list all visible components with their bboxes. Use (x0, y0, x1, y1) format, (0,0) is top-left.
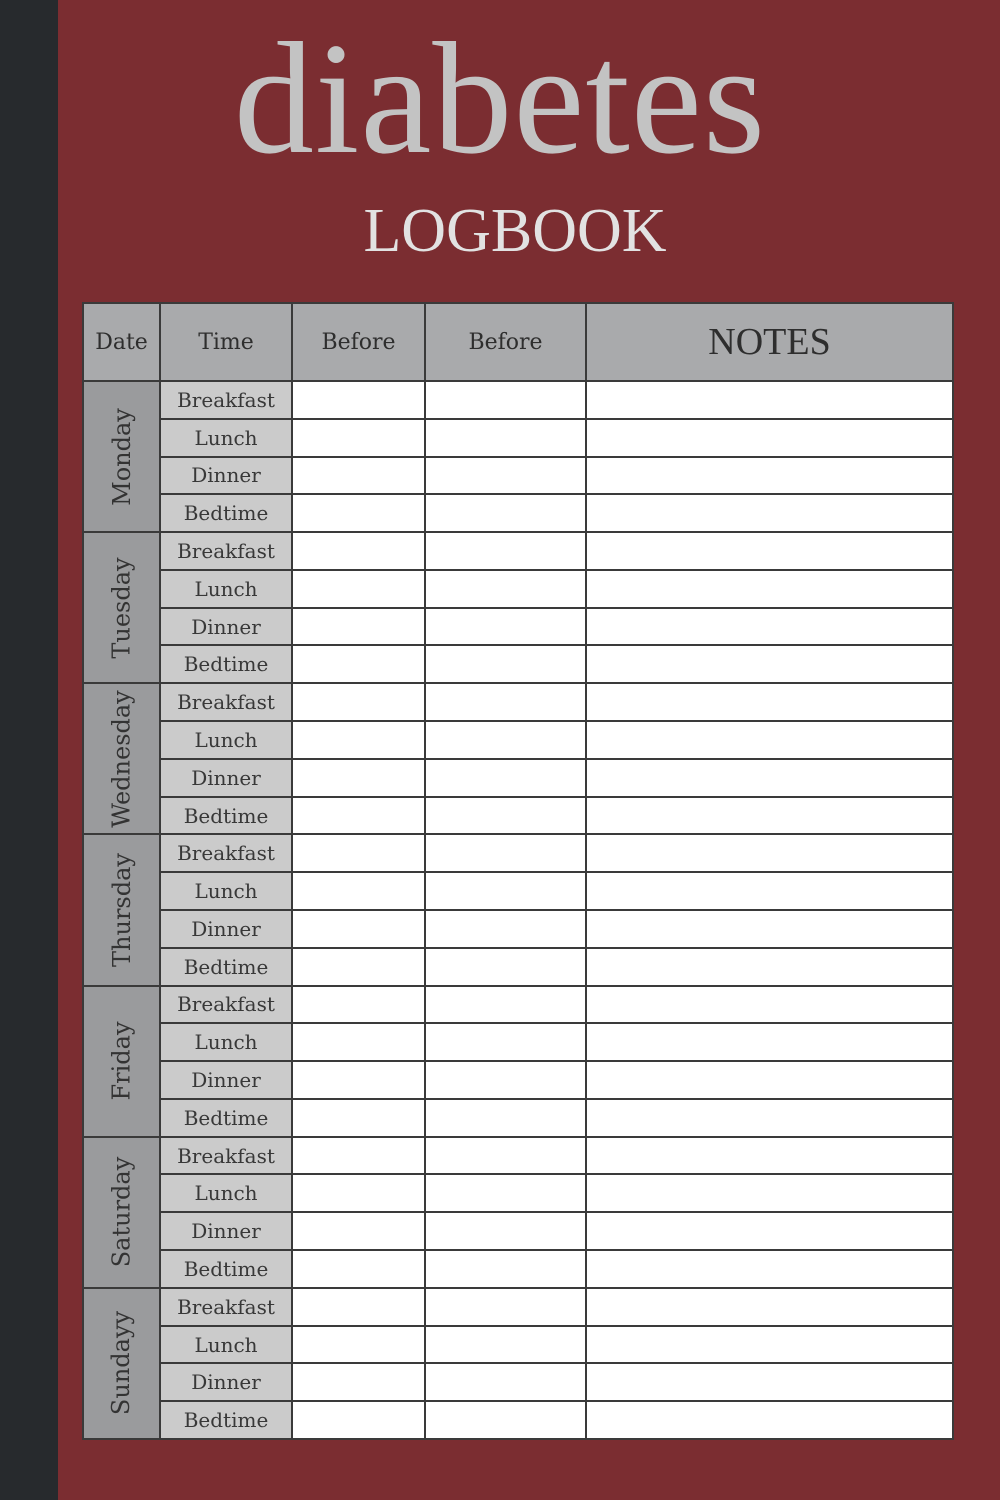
before-1-cell[interactable] (293, 646, 424, 682)
day-label-text: Friday (107, 1021, 136, 1101)
time-label: Dinner (161, 1364, 291, 1400)
before-2-cell[interactable] (426, 495, 585, 531)
notes-cell[interactable] (587, 1100, 952, 1136)
before-2-cell[interactable] (426, 1062, 585, 1098)
cover-subtitle: LOGBOOK (363, 197, 667, 265)
before-1-cell[interactable] (293, 420, 424, 456)
before-1-cell[interactable] (293, 1100, 424, 1136)
time-label: Dinner (161, 760, 291, 796)
before-2-cell[interactable] (426, 1289, 585, 1325)
notes-cell[interactable] (587, 873, 952, 909)
before-1-cell[interactable] (293, 1402, 424, 1438)
before-2-cell[interactable] (426, 382, 585, 418)
before-1-cell[interactable] (293, 1024, 424, 1060)
notes-cell[interactable] (587, 382, 952, 418)
day-label-6 (84, 1289, 159, 1438)
day-label-3 (84, 835, 159, 984)
time-label: Lunch (161, 1327, 291, 1363)
before-1-cell[interactable] (293, 533, 424, 569)
time-label: Bedtime (161, 646, 291, 682)
time-label: Breakfast (161, 1289, 291, 1325)
notes-cell[interactable] (587, 420, 952, 456)
day-label-text: Tuesday (107, 557, 136, 659)
notes-cell[interactable] (587, 458, 952, 494)
time-label: Lunch (161, 873, 291, 909)
time-label: Dinner (161, 1062, 291, 1098)
before-2-cell[interactable] (426, 1402, 585, 1438)
before-2-cell[interactable] (426, 420, 585, 456)
before-1-cell[interactable] (293, 1289, 424, 1325)
header-notes: NOTES (587, 304, 952, 380)
time-label: Bedtime (161, 1251, 291, 1287)
time-label: Lunch (161, 722, 291, 758)
header-before-1: Before (293, 304, 424, 380)
time-label: Dinner (161, 911, 291, 947)
book-spine (0, 0, 58, 1500)
before-2-cell[interactable] (426, 1327, 585, 1363)
notes-cell[interactable] (587, 1062, 952, 1098)
before-2-cell[interactable] (426, 760, 585, 796)
notes-cell[interactable] (587, 987, 952, 1023)
before-1-cell[interactable] (293, 1213, 424, 1249)
notes-cell[interactable] (587, 798, 952, 834)
time-label: Bedtime (161, 798, 291, 834)
before-1-cell[interactable] (293, 684, 424, 720)
before-2-cell[interactable] (426, 911, 585, 947)
before-2-cell[interactable] (426, 458, 585, 494)
before-2-cell[interactable] (426, 646, 585, 682)
before-1-cell[interactable] (293, 760, 424, 796)
before-1-cell[interactable] (293, 1175, 424, 1211)
notes-cell[interactable] (587, 1251, 952, 1287)
before-1-cell[interactable] (293, 1251, 424, 1287)
time-label: Breakfast (161, 382, 291, 418)
before-1-cell[interactable] (293, 458, 424, 494)
before-1-cell[interactable] (293, 609, 424, 645)
time-label: Bedtime (161, 1402, 291, 1438)
before-1-cell[interactable] (293, 1327, 424, 1363)
before-1-cell[interactable] (293, 1062, 424, 1098)
before-2-cell[interactable] (426, 1251, 585, 1287)
day-label-text: Sundayy (107, 1311, 136, 1416)
time-label: Lunch (161, 420, 291, 456)
notes-cell[interactable] (587, 1175, 952, 1211)
notes-cell[interactable] (587, 495, 952, 531)
time-label: Lunch (161, 1175, 291, 1211)
notes-cell[interactable] (587, 1138, 952, 1174)
before-1-cell[interactable] (293, 571, 424, 607)
time-label: Breakfast (161, 684, 291, 720)
day-label-4 (84, 987, 159, 1136)
cover-title: diabetes (233, 9, 767, 187)
day-label-text: Thursday (107, 853, 136, 967)
notes-cell[interactable] (587, 835, 952, 871)
notes-cell[interactable] (587, 722, 952, 758)
before-2-cell[interactable] (426, 987, 585, 1023)
before-2-cell[interactable] (426, 1100, 585, 1136)
time-label: Lunch (161, 571, 291, 607)
notes-cell[interactable] (587, 949, 952, 985)
before-2-cell[interactable] (426, 1138, 585, 1174)
time-label: Lunch (161, 1024, 291, 1060)
before-2-cell[interactable] (426, 798, 585, 834)
before-1-cell[interactable] (293, 1138, 424, 1174)
before-2-cell[interactable] (426, 533, 585, 569)
before-2-cell[interactable] (426, 1024, 585, 1060)
notes-cell[interactable] (587, 646, 952, 682)
before-2-cell[interactable] (426, 873, 585, 909)
notes-cell[interactable] (587, 760, 952, 796)
header-before-2: Before (426, 304, 585, 380)
time-label: Breakfast (161, 1138, 291, 1174)
before-2-cell[interactable] (426, 684, 585, 720)
before-1-cell[interactable] (293, 798, 424, 834)
notes-cell[interactable] (587, 1213, 952, 1249)
day-label-2 (84, 684, 159, 833)
before-1-cell[interactable] (293, 949, 424, 985)
notes-cell[interactable] (587, 609, 952, 645)
time-label: Bedtime (161, 495, 291, 531)
notes-cell[interactable] (587, 1364, 952, 1400)
day-label-text: Monday (107, 407, 136, 506)
day-label-text: Saturday (107, 1156, 136, 1268)
before-1-cell[interactable] (293, 1364, 424, 1400)
notes-cell[interactable] (587, 1402, 952, 1438)
time-label: Bedtime (161, 1100, 291, 1136)
before-1-cell[interactable] (293, 722, 424, 758)
notes-cell[interactable] (587, 684, 952, 720)
notes-cell[interactable] (587, 1327, 952, 1363)
time-label: Dinner (161, 458, 291, 494)
time-label: Breakfast (161, 987, 291, 1023)
before-1-cell[interactable] (293, 495, 424, 531)
time-label: Dinner (161, 1213, 291, 1249)
before-1-cell[interactable] (293, 911, 424, 947)
before-2-cell[interactable] (426, 1213, 585, 1249)
notes-cell[interactable] (587, 1289, 952, 1325)
header-time: Time (161, 304, 291, 380)
before-1-cell[interactable] (293, 987, 424, 1023)
notes-cell[interactable] (587, 533, 952, 569)
notes-cell[interactable] (587, 1024, 952, 1060)
before-1-cell[interactable] (293, 835, 424, 871)
before-2-cell[interactable] (426, 571, 585, 607)
day-label-0 (84, 382, 159, 531)
day-label-text: Wednesday (107, 690, 136, 828)
time-label: Dinner (161, 609, 291, 645)
time-label: Breakfast (161, 835, 291, 871)
day-label-5 (84, 1138, 159, 1287)
before-2-cell[interactable] (426, 1175, 585, 1211)
notes-cell[interactable] (587, 571, 952, 607)
time-label: Breakfast (161, 533, 291, 569)
log-table (82, 302, 954, 1440)
before-2-cell[interactable] (426, 722, 585, 758)
before-2-cell[interactable] (426, 949, 585, 985)
before-1-cell[interactable] (293, 873, 424, 909)
header-date: Date (84, 304, 159, 380)
time-label: Bedtime (161, 949, 291, 985)
before-2-cell[interactable] (426, 609, 585, 645)
before-1-cell[interactable] (293, 382, 424, 418)
before-2-cell[interactable] (426, 835, 585, 871)
before-2-cell[interactable] (426, 1364, 585, 1400)
day-label-1 (84, 533, 159, 682)
notes-cell[interactable] (587, 911, 952, 947)
